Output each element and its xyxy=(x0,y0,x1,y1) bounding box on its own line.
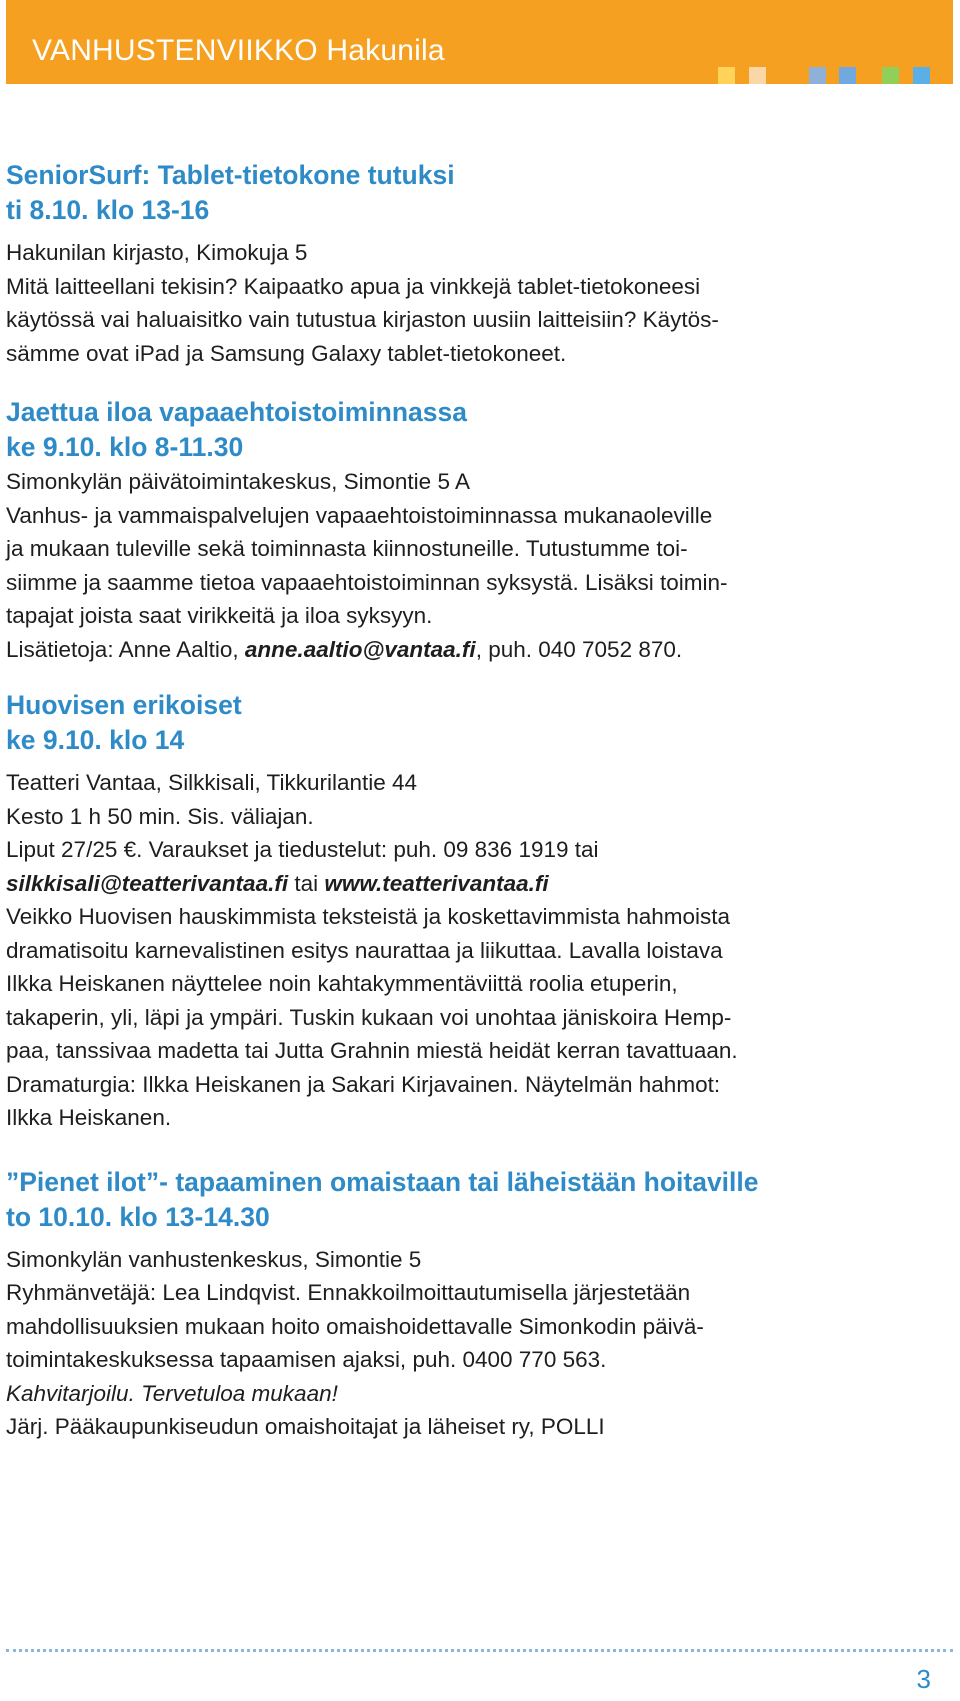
text-line: mahdollisuuksien mukaan hoito omaishoidettavalle Simonkodin päivä- xyxy=(6,1313,704,1339)
text-line: dramatisoitu karnevalistinen esitys naurattaa ja liikuttaa. Lavalla loistava xyxy=(6,937,723,963)
event-title: SeniorSurf: Tablet-tietokone tutuksi xyxy=(6,160,455,190)
or-text: tai xyxy=(288,870,325,896)
event-huovisen-erikoiset xyxy=(6,688,951,1135)
links-line xyxy=(6,867,951,901)
event-date: ti 8.10. klo 13-16 xyxy=(6,195,210,225)
text-line: Vanhus- ja vammaispalvelujen vapaaehtoistoiminnassa mukanaoleville xyxy=(6,502,713,528)
text-line: takaperin, yli, läpi ja ympäri. Tuskin kukaan voi unohtaa jäniskoira Hemp- xyxy=(6,1004,732,1030)
event-description xyxy=(6,236,951,370)
square-1 xyxy=(718,67,735,84)
text-line: Ilkka Heiskanen näyttelee noin kahtakymmentäviittä roolia etuperin, xyxy=(6,971,678,996)
event-date: ke 9.10. klo 14 xyxy=(6,725,185,755)
events-list xyxy=(6,158,951,1444)
website-link[interactable]: www.teatterivantaa.fi xyxy=(324,870,549,896)
email-link[interactable]: silkkisali@teatterivantaa.fi xyxy=(6,870,289,896)
event-title: Jaettua iloa vapaaehtoistoiminnassa xyxy=(6,397,467,427)
page-number: 3 xyxy=(916,1664,931,1694)
event-location: Teatteri Vantaa, Silkkisali, Tikkurilantie 44 xyxy=(6,770,418,795)
text-line: Ryhmänvetäjä: Lea Lindqvist. Ennakkoilmoittautumisella järjestetään xyxy=(6,1280,691,1305)
square-3 xyxy=(809,67,826,84)
square-2 xyxy=(749,67,766,84)
text-line: siimme ja saamme tietoa vapaaehtoistoiminnan syksystä. Lisäksi toimin- xyxy=(6,569,728,595)
text-line: sämme ovat iPad ja Samsung Galaxy tablet-tietokoneet. xyxy=(6,340,567,366)
contact-suffix: , puh. 040 7052 870. xyxy=(475,636,683,662)
contact-line xyxy=(6,633,951,667)
event-date: to 10.10. klo 13-14.30 xyxy=(6,1201,270,1232)
event-vapaaehtoistoiminta xyxy=(6,395,951,666)
event-location: Simonkylän vanhustenkeskus, Simontie 5 xyxy=(6,1246,422,1272)
event-seniorsurf xyxy=(6,158,951,370)
coffee-note: Kahvitarjoilu. Tervetuloa mukaan! xyxy=(6,1380,338,1406)
text-line: paa, tanssivaa madetta tai Jutta Grahnin miestä heidät kerran tavattuaan. xyxy=(6,1038,738,1063)
page-title: VANHUSTENVIIKKO Hakunila xyxy=(32,34,445,67)
organizer-line: Järj. Pääkaupunkiseudun omaishoitajat ja läheiset ry, POLLI xyxy=(6,1414,605,1439)
event-description xyxy=(6,1243,951,1444)
contact-email-link[interactable]: anne.aaltio@vantaa.fi xyxy=(244,636,476,662)
event-description xyxy=(6,465,951,666)
text-line: ja mukaan tuleville sekä toiminnasta kiinnostuneille. Tutustumme toi- xyxy=(6,536,688,561)
footer-divider xyxy=(6,1649,953,1652)
text-line: käytössä vai haluaisitko vain tutustua kirjaston uusiin laitteisiin? Käytös- xyxy=(6,307,719,332)
text-line: tapajat joista saat virikkeitä ja iloa syksyyn. xyxy=(6,603,433,628)
event-title: Huovisen erikoiset xyxy=(6,690,242,720)
event-location: Simonkylän päivätoimintakeskus, Simontie 5 A xyxy=(6,469,470,494)
text-line: toimintakeskuksessa tapaamisen ajaksi, puh. 0400 770 563. xyxy=(6,1347,607,1372)
text-line: Liput 27/25 €. Varaukset ja tiedustelut: puh. 09 836 1919 tai xyxy=(6,837,599,862)
text-line: Kesto 1 h 50 min. Sis. väliajan. xyxy=(6,803,314,829)
event-date: ke 9.10. klo 8-11.30 xyxy=(6,432,244,462)
square-4 xyxy=(839,67,856,84)
text-line: Dramaturgia: Ilkka Heiskanen ja Sakari Kirjavainen. Näytelmän hahmot: xyxy=(6,1071,721,1097)
square-5 xyxy=(882,67,899,84)
text-line: Ilkka Heiskanen. xyxy=(6,1105,172,1130)
event-title: ”Pienet ilot”- tapaaminen omaistaan tai läheistään hoitaville xyxy=(6,1166,759,1197)
event-location: Hakunilan kirjasto, Kimokuja 5 xyxy=(6,240,308,265)
text-line: Veikko Huovisen hauskimmista teksteistä ja koskettavimmista hahmoista xyxy=(6,904,731,929)
event-pienet-ilot xyxy=(6,1165,951,1444)
square-6 xyxy=(913,67,930,84)
contact-prefix: Lisätietoja: Anne Aaltio, xyxy=(6,636,245,662)
event-description xyxy=(6,766,951,1135)
text-line: Mitä laitteellani tekisin? Kaipaatko apua ja vinkkejä tablet-tietokoneesi xyxy=(6,273,701,299)
